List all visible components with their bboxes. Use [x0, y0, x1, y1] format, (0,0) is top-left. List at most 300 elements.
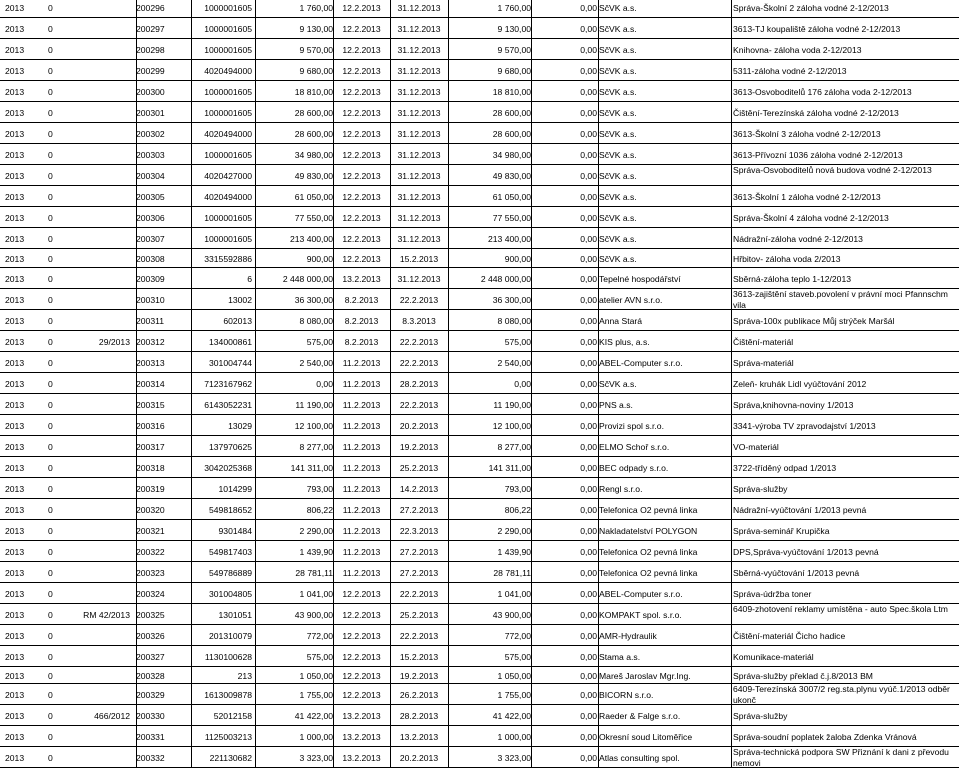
column-divider	[531, 123, 532, 144]
issue-date-cell: 13.2.2013	[342, 732, 381, 742]
paid-cell: 0,00	[580, 732, 597, 742]
column-divider	[731, 646, 732, 667]
paid-cell: 0,00	[580, 379, 597, 389]
description-cell: 3613-TJ koupaliště záloha vodné 2-12/2013	[733, 24, 901, 34]
invoice-no-cell: 1000001605	[204, 45, 252, 55]
invoice-no-cell: 9301484	[218, 526, 252, 536]
order-cell: RM 42/2013	[83, 610, 130, 620]
amount-due-cell: 49 830,00	[492, 171, 531, 181]
description-cell: 3722-tříděný odpad 1/2013	[733, 463, 837, 473]
description-cell: 3613-Přívozní 1036 záloha vodné 2-12/2013	[733, 150, 903, 160]
supplier-cell: SčVK a.s.	[599, 129, 637, 139]
record-id-cell: 200316	[136, 421, 165, 431]
paid-cell: 0,00	[580, 66, 597, 76]
column-divider	[731, 415, 732, 436]
description-cell: 3341-výroba TV zpravodajství 1/2013	[733, 421, 876, 431]
year-cell: 2013	[5, 129, 25, 139]
table-row	[0, 165, 959, 186]
flag-cell: 0	[48, 108, 53, 118]
description-cell: Zeleň- kruhák Lidl vyúčtování 2012	[733, 379, 867, 389]
column-divider	[255, 102, 256, 123]
due-date-cell: 28.2.2013	[399, 711, 439, 721]
table-row	[0, 18, 959, 39]
record-id-cell: 200323	[136, 568, 165, 578]
supplier-cell: Tepelné hospodářství	[599, 274, 681, 284]
amount-cell: 1 041,00	[299, 589, 333, 599]
issue-date-cell: 8.2.2013	[344, 337, 379, 347]
column-divider	[731, 747, 732, 768]
amount-due-cell: 8 277,00	[497, 442, 531, 452]
record-id-cell: 200330	[136, 711, 165, 721]
supplier-cell: SčVK a.s.	[599, 45, 637, 55]
column-divider	[531, 667, 532, 684]
issue-date-cell: 12.2.2013	[342, 610, 381, 620]
issue-date-cell: 8.2.2013	[344, 295, 379, 305]
flag-cell: 0	[48, 171, 53, 181]
due-date-cell: 31.12.2013	[397, 234, 441, 244]
table-row	[0, 583, 959, 604]
issue-date-cell: 12.2.2013	[342, 3, 381, 13]
amount-cell: 2 448 000,00	[282, 274, 333, 284]
column-divider	[731, 18, 732, 39]
issue-date-cell: 11.2.2013	[342, 463, 381, 473]
amount-cell: 8 277,00	[299, 442, 333, 452]
column-divider	[731, 228, 732, 249]
flag-cell: 0	[48, 213, 53, 223]
record-id-cell: 200300	[136, 87, 165, 97]
year-cell: 2013	[5, 505, 25, 515]
column-divider	[731, 583, 732, 604]
column-divider	[255, 249, 256, 268]
issue-date-cell: 12.2.2013	[342, 45, 381, 55]
supplier-cell: Telefonica O2 pevná linka	[599, 547, 698, 557]
record-id-cell: 200331	[136, 732, 165, 742]
amount-due-cell: 793,00	[504, 484, 531, 494]
column-divider	[531, 249, 532, 268]
supplier-cell: SčVK a.s.	[599, 171, 637, 181]
supplier-cell: SčVK a.s.	[599, 66, 637, 76]
year-cell: 2013	[5, 316, 25, 326]
column-divider	[731, 310, 732, 331]
table-row	[0, 186, 959, 207]
column-divider	[731, 249, 732, 268]
table-row	[0, 144, 959, 165]
column-divider	[255, 394, 256, 415]
amount-due-cell: 3 323,00	[497, 753, 531, 763]
column-divider	[255, 123, 256, 144]
amount-cell: 43 900,00	[294, 610, 333, 620]
amount-cell: 575,00	[306, 652, 333, 662]
column-divider	[731, 478, 732, 499]
issue-date-cell: 11.2.2013	[342, 379, 381, 389]
flag-cell: 0	[48, 337, 53, 347]
record-id-cell: 200303	[136, 150, 165, 160]
amount-cell: 2 290,00	[299, 526, 333, 536]
column-divider	[731, 520, 732, 541]
amount-due-cell: 28 600,00	[492, 129, 531, 139]
due-date-cell: 20.2.2013	[399, 753, 439, 763]
year-cell: 2013	[5, 671, 25, 681]
amount-due-cell: 36 300,00	[492, 295, 531, 305]
paid-cell: 0,00	[580, 753, 597, 763]
year-cell: 2013	[5, 171, 25, 181]
amount-cell: 34 980,00	[294, 150, 333, 160]
due-date-cell: 22.2.2013	[399, 358, 439, 368]
supplier-cell: Raeder & Falge s.r.o.	[599, 711, 681, 721]
column-divider	[731, 499, 732, 520]
flag-cell: 0	[48, 150, 53, 160]
paid-cell: 0,00	[580, 400, 597, 410]
supplier-cell: ABEL-Computer s.r.o.	[599, 358, 683, 368]
column-divider	[255, 18, 256, 39]
column-divider	[531, 310, 532, 331]
column-divider	[255, 268, 256, 289]
year-cell: 2013	[5, 652, 25, 662]
description-cell: Čištění-materiál	[733, 337, 794, 347]
issue-date-cell: 13.2.2013	[342, 753, 381, 763]
column-divider	[531, 520, 532, 541]
description-cell: Správa-Školní 2 záloha vodné 2-12/2013	[733, 3, 889, 13]
flag-cell: 0	[48, 274, 53, 284]
supplier-cell: SčVK a.s.	[599, 150, 637, 160]
amount-cell: 1 760,00	[299, 3, 333, 13]
amount-due-cell: 9 130,00	[497, 24, 531, 34]
record-id-cell: 200319	[136, 484, 165, 494]
amount-due-cell: 8 080,00	[497, 316, 531, 326]
column-divider	[531, 0, 532, 18]
supplier-cell: ELMO Schoř s.r.o.	[599, 442, 670, 452]
paid-cell: 0,00	[580, 505, 597, 515]
amount-cell: 1 050,00	[299, 671, 333, 681]
column-divider	[731, 562, 732, 583]
supplier-cell: Rengl s.r.o.	[599, 484, 643, 494]
year-cell: 2013	[5, 274, 25, 284]
column-divider	[255, 331, 256, 352]
table-row	[0, 562, 959, 583]
issue-date-cell: 12.2.2013	[342, 254, 381, 264]
column-divider	[731, 331, 732, 352]
description-cell: 3613-Školní 1 záloha vodné 2-12/2013	[733, 192, 881, 202]
record-id-cell: 200325	[136, 610, 165, 620]
paid-cell: 0,00	[580, 24, 597, 34]
column-divider	[531, 625, 532, 646]
amount-due-cell: 1 755,00	[497, 690, 531, 700]
record-id-cell: 200324	[136, 589, 165, 599]
year-cell: 2013	[5, 690, 25, 700]
table-row	[0, 310, 959, 331]
description-cell: Čištění-materiál Čicho hadice	[733, 631, 846, 641]
column-divider	[255, 541, 256, 562]
due-date-cell: 27.2.2013	[399, 547, 439, 557]
amount-cell: 213 400,00	[289, 234, 333, 244]
column-divider	[531, 541, 532, 562]
table-row	[0, 289, 959, 310]
flag-cell: 0	[48, 87, 53, 97]
amount-cell: 9 680,00	[299, 66, 333, 76]
amount-cell: 575,00	[306, 337, 333, 347]
record-id-cell: 200321	[136, 526, 165, 536]
record-id-cell: 200311	[136, 316, 165, 326]
record-id-cell: 200317	[136, 442, 165, 452]
flag-cell: 0	[48, 295, 53, 305]
table-row	[0, 352, 959, 373]
due-date-cell: 31.12.2013	[397, 150, 441, 160]
due-date-cell: 31.12.2013	[397, 192, 441, 202]
record-id-cell: 200322	[136, 547, 165, 557]
flag-cell: 0	[48, 652, 53, 662]
description-cell: Sběrná-záloha teplo 1-12/2013	[733, 274, 852, 284]
amount-due-cell: 575,00	[504, 337, 531, 347]
supplier-cell: BEC odpady s.r.o.	[599, 463, 669, 473]
description-cell: Nádražní-vyúčtování 1/2013 pevná	[733, 505, 867, 515]
year-cell: 2013	[5, 568, 25, 578]
year-cell: 2013	[5, 66, 25, 76]
flag-cell: 0	[48, 234, 53, 244]
table-row	[0, 39, 959, 60]
invoice-no-cell: 213	[237, 671, 252, 681]
issue-date-cell: 13.2.2013	[342, 711, 381, 721]
column-divider	[255, 352, 256, 373]
paid-cell: 0,00	[580, 690, 597, 700]
invoice-no-cell: 13002	[228, 295, 252, 305]
description-cell: Správa-technická podpora SW Přiznání k dani z převodu nemovi	[733, 747, 949, 768]
supplier-cell: SčVK a.s.	[599, 254, 637, 264]
column-divider	[255, 478, 256, 499]
flag-cell: 0	[48, 442, 53, 452]
supplier-cell: AMR-Hydraulik	[599, 631, 657, 641]
record-id-cell: 200302	[136, 129, 165, 139]
invoice-no-cell: 1000001605	[204, 108, 252, 118]
due-date-cell: 22.3.2013	[399, 526, 439, 536]
table-row	[0, 520, 959, 541]
amount-cell: 772,00	[306, 631, 333, 641]
paid-cell: 0,00	[580, 150, 597, 160]
amount-cell: 28 600,00	[294, 108, 333, 118]
amount-due-cell: 806,22	[504, 505, 531, 515]
paid-cell: 0,00	[580, 45, 597, 55]
year-cell: 2013	[5, 547, 25, 557]
amount-due-cell: 41 422,00	[492, 711, 531, 721]
table-row	[0, 705, 959, 726]
year-cell: 2013	[5, 295, 25, 305]
amount-due-cell: 43 900,00	[492, 610, 531, 620]
paid-cell: 0,00	[580, 358, 597, 368]
column-divider	[531, 207, 532, 228]
issue-date-cell: 12.2.2013	[342, 66, 381, 76]
supplier-cell: Telefonica O2 pevná linka	[599, 568, 698, 578]
table-row	[0, 646, 959, 667]
paid-cell: 0,00	[580, 568, 597, 578]
amount-due-cell: 34 980,00	[492, 150, 531, 160]
due-date-cell: 31.12.2013	[397, 213, 441, 223]
year-cell: 2013	[5, 234, 25, 244]
amount-due-cell: 900,00	[504, 254, 531, 264]
column-divider	[255, 60, 256, 81]
record-id-cell: 200309	[136, 274, 165, 284]
supplier-cell: SčVK a.s.	[599, 213, 637, 223]
record-id-cell: 200315	[136, 400, 165, 410]
paid-cell: 0,00	[580, 254, 597, 264]
amount-cell: 793,00	[306, 484, 333, 494]
description-cell: 5311-záloha vodné 2-12/2013	[733, 66, 847, 76]
column-divider	[731, 394, 732, 415]
column-divider	[531, 60, 532, 81]
invoice-no-cell: 1125003213	[204, 732, 252, 742]
record-id-cell: 200312	[136, 337, 165, 347]
description-cell: 3613-Školní 3 záloha vodné 2-12/2013	[733, 129, 881, 139]
column-divider	[255, 684, 256, 705]
issue-date-cell: 11.2.2013	[342, 547, 381, 557]
amount-cell: 77 550,00	[294, 213, 333, 223]
column-divider	[255, 583, 256, 604]
description-cell: Správa-služby překlad č.j.8/2013 BM	[733, 671, 873, 681]
column-divider	[531, 289, 532, 310]
supplier-cell: SčVK a.s.	[599, 234, 637, 244]
column-divider	[731, 604, 732, 625]
column-divider	[255, 747, 256, 768]
column-divider	[255, 705, 256, 726]
column-divider	[731, 39, 732, 60]
invoice-no-cell: 1613009878	[204, 690, 252, 700]
table-row	[0, 394, 959, 415]
due-date-cell: 19.2.2013	[399, 671, 439, 681]
flag-cell: 0	[48, 24, 53, 34]
issue-date-cell: 12.2.2013	[342, 631, 381, 641]
record-id-cell: 200306	[136, 213, 165, 223]
supplier-cell: SčVK a.s.	[599, 87, 637, 97]
issue-date-cell: 12.2.2013	[342, 24, 381, 34]
issue-date-cell: 12.2.2013	[342, 129, 381, 139]
description-cell: 3613-Osvoboditelů 176 záloha voda 2-12/2013	[733, 87, 912, 97]
year-cell: 2013	[5, 87, 25, 97]
amount-cell: 806,22	[306, 505, 333, 515]
column-divider	[731, 165, 732, 186]
column-divider	[531, 478, 532, 499]
record-id-cell: 200301	[136, 108, 165, 118]
description-cell: Komunikace-materiál	[733, 652, 814, 662]
invoice-no-cell: 549786889	[208, 568, 252, 578]
due-date-cell: 20.2.2013	[399, 421, 439, 431]
description-cell: Sběrná-vyúčtování 1/2013 pevná	[733, 568, 860, 578]
flag-cell: 0	[48, 421, 53, 431]
column-divider	[531, 268, 532, 289]
year-cell: 2013	[5, 254, 25, 264]
amount-cell: 18 810,00	[294, 87, 333, 97]
issue-date-cell: 12.2.2013	[342, 652, 381, 662]
table-row	[0, 228, 959, 249]
due-date-cell: 15.2.2013	[399, 652, 439, 662]
table-row	[0, 373, 959, 394]
column-divider	[255, 289, 256, 310]
paid-cell: 0,00	[580, 337, 597, 347]
supplier-cell: KIS plus, a.s.	[599, 337, 650, 347]
flag-cell: 0	[48, 547, 53, 557]
column-divider	[255, 310, 256, 331]
paid-cell: 0,00	[580, 3, 597, 13]
amount-cell: 900,00	[306, 254, 333, 264]
due-date-cell: 31.12.2013	[397, 171, 441, 181]
supplier-cell: SčVK a.s.	[599, 3, 637, 13]
invoice-no-cell: 301004805	[208, 589, 252, 599]
year-cell: 2013	[5, 484, 25, 494]
column-divider	[255, 165, 256, 186]
table-row	[0, 249, 959, 268]
table-row	[0, 207, 959, 228]
flag-cell: 0	[48, 254, 53, 264]
record-id-cell: 200327	[136, 652, 165, 662]
year-cell: 2013	[5, 589, 25, 599]
paid-cell: 0,00	[580, 108, 597, 118]
paid-cell: 0,00	[580, 610, 597, 620]
column-divider	[731, 81, 732, 102]
issue-date-cell: 12.2.2013	[342, 108, 381, 118]
column-divider	[731, 144, 732, 165]
table-row	[0, 415, 959, 436]
column-divider	[731, 60, 732, 81]
supplier-cell: atelier AVN s.r.o.	[599, 295, 663, 305]
amount-cell: 3 323,00	[299, 753, 333, 763]
amount-cell: 8 080,00	[299, 316, 333, 326]
column-divider	[531, 684, 532, 705]
column-divider	[531, 436, 532, 457]
column-divider	[255, 562, 256, 583]
description-cell: Knihovna- záloha voda 2-12/2013	[733, 45, 862, 55]
amount-cell: 41 422,00	[294, 711, 333, 721]
amount-cell: 11 190,00	[295, 400, 333, 410]
description-cell: 3613-zajištění staveb.povolení v právní moci Pfannschm vila	[733, 289, 948, 310]
table-row	[0, 268, 959, 289]
flag-cell: 0	[48, 463, 53, 473]
description-cell: Správa-služby	[733, 711, 788, 721]
table-row	[0, 726, 959, 747]
column-divider	[531, 144, 532, 165]
amount-cell: 2 540,00	[299, 358, 333, 368]
amount-cell: 49 830,00	[294, 171, 333, 181]
paid-cell: 0,00	[580, 234, 597, 244]
paid-cell: 0,00	[580, 274, 597, 284]
invoice-no-cell: 1014299	[218, 484, 252, 494]
column-divider	[531, 562, 532, 583]
invoice-no-cell: 6	[247, 274, 252, 284]
issue-date-cell: 11.2.2013	[342, 442, 381, 452]
invoice-no-cell: 1000001605	[204, 213, 252, 223]
record-id-cell: 200305	[136, 192, 165, 202]
column-divider	[531, 102, 532, 123]
amount-due-cell: 18 810,00	[492, 87, 531, 97]
description-cell: 6409-Terezínská 3007/2 reg.sta.plynu vyúč.1/2013 odběr ukonč	[733, 684, 950, 705]
year-cell: 2013	[5, 213, 25, 223]
order-cell: 29/2013	[98, 337, 130, 347]
amount-cell: 28 600,00	[294, 129, 333, 139]
issue-date-cell: 12.2.2013	[342, 690, 381, 700]
column-divider	[531, 499, 532, 520]
supplier-cell: Nakladatelství POLYGON	[599, 526, 698, 536]
invoice-no-cell: 1301051	[218, 610, 252, 620]
invoice-no-cell: 137970625	[208, 442, 252, 452]
invoice-no-cell: 301004744	[208, 358, 252, 368]
supplier-cell: Atlas consulting spol.	[599, 753, 680, 763]
description-cell: 6409-zhotovení reklamy umístěna - auto Spec.škola Ltm	[733, 604, 948, 614]
column-divider	[531, 165, 532, 186]
column-divider	[255, 457, 256, 478]
flag-cell: 0	[48, 379, 53, 389]
due-date-cell: 13.2.2013	[399, 732, 439, 742]
column-divider	[731, 123, 732, 144]
issue-date-cell: 12.2.2013	[342, 589, 381, 599]
flag-cell: 0	[48, 484, 53, 494]
description-cell: Správa-údržba toner	[733, 589, 812, 599]
record-id-cell: 200318	[136, 463, 165, 473]
